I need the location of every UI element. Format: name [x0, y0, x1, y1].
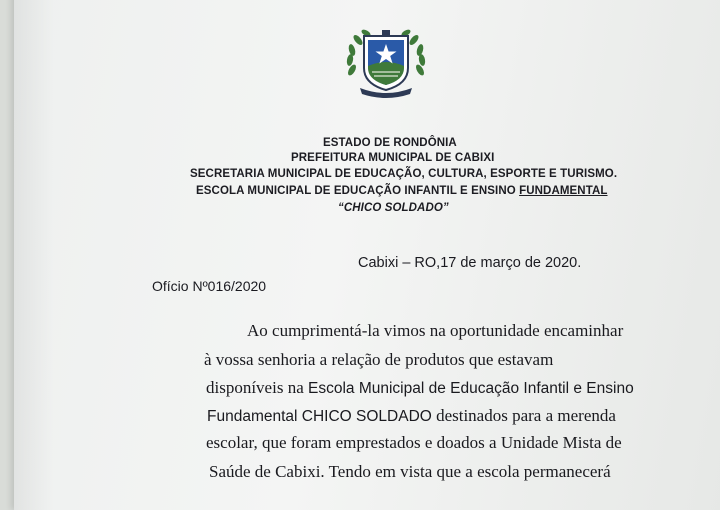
school-name-prefix: ESCOLA MUNICIPAL DE EDUCAÇÃO INFANTIL E ENSINO	[196, 185, 520, 197]
letterhead-school	[196, 185, 608, 197]
body-line-5: escolar, que foram emprestados e doados a Unidade Mista de	[206, 433, 622, 452]
body-line-2: à vossa senhoria a relação de produtos que estavam	[204, 350, 554, 369]
body-line-4	[207, 406, 616, 426]
place-and-date: Cabixi – RO,17 de março de 2020.	[358, 255, 582, 271]
body-line-3-a: disponíveis na	[206, 378, 308, 397]
letterhead-prefecture: PREFEITURA MUNICIPAL DE CABIXI	[291, 152, 495, 164]
letterhead-school-nickname: “CHICO SOLDADO”	[338, 202, 449, 214]
body-line-3	[206, 378, 634, 398]
page-shadow	[14, 0, 54, 510]
letterhead-state: ESTADO DE RONDÔNIA	[323, 137, 457, 149]
body-line-4-b: destinados para a merenda	[431, 406, 616, 425]
body-line-1: Ao cumprimentá-la vimos na oportunidade encaminhar	[247, 321, 624, 340]
letterhead-secretariat: SECRETARIA MUNICIPAL DE EDUCAÇÃO, CULTURA, ESPORTE E TURISMO.	[190, 168, 618, 180]
body-line-3-school: Escola Municipal de Educação Infantil e Ensino	[308, 380, 634, 397]
body-line-4-school: Fundamental CHICO SOLDADO	[207, 408, 432, 425]
body-line-6: Saúde de Cabixi. Tendo em vista que a escola permanecerá	[209, 462, 611, 481]
oficio-number: Ofício Nº016/2020	[152, 278, 267, 294]
coat-of-arms-emblem	[338, 22, 434, 102]
school-name-underlined: FUNDAMENTAL	[519, 185, 608, 197]
